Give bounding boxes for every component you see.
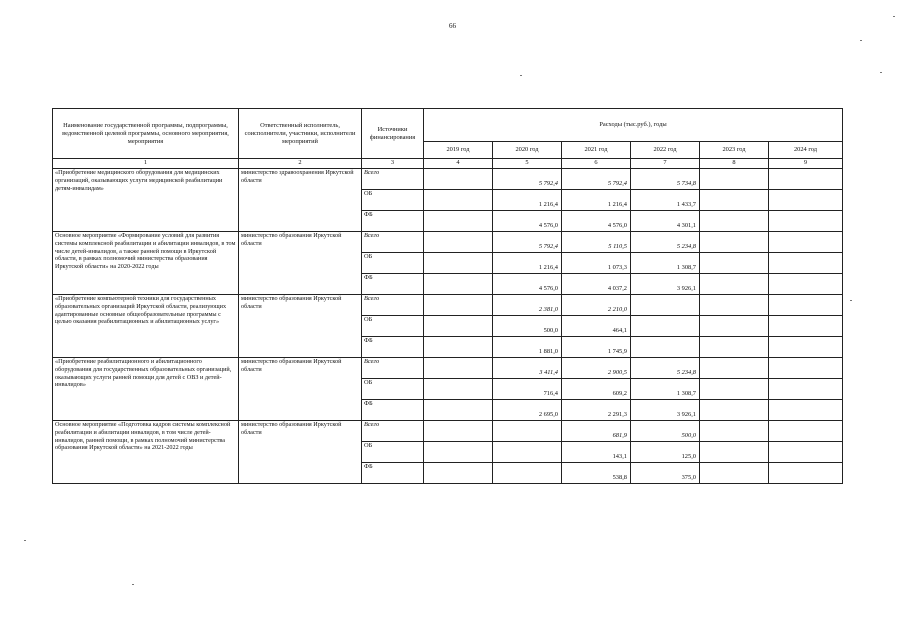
header-year: 2024 год (769, 142, 843, 159)
header-source: Источники финансирования (362, 109, 424, 159)
expense-value (769, 295, 843, 316)
table-row (53, 358, 843, 379)
expense-value (769, 400, 843, 421)
expense-value: 4 576,0 (562, 211, 631, 232)
table-row (53, 295, 843, 316)
header-year: 2019 год (424, 142, 493, 159)
expense-value (700, 400, 769, 421)
expense-value: 375,0 (631, 463, 700, 484)
expense-value (700, 316, 769, 337)
expense-value (424, 358, 493, 379)
expense-value (631, 295, 700, 316)
expense-value: 681,9 (562, 421, 631, 442)
funding-source: ОБ (362, 253, 424, 274)
expense-value (700, 379, 769, 400)
column-number: 8 (700, 159, 769, 169)
expense-value: 1 745,9 (562, 337, 631, 358)
expense-value (424, 379, 493, 400)
expense-value (424, 337, 493, 358)
expense-value (769, 232, 843, 253)
funding-source: Всего (362, 295, 424, 316)
table-body (53, 169, 843, 484)
expense-value (769, 253, 843, 274)
expense-value: 3 411,4 (493, 358, 562, 379)
event-name: Основное мероприятие «Подготовка кадров системы комплексной реабилитации и абилитации инвалидов, в том числе детей-инвалидов, ранней помощи, в рамках полномочий министерства образования Иркутской области» на 2021-2022 годы (53, 421, 239, 484)
expense-value (493, 463, 562, 484)
expense-value (769, 211, 843, 232)
page-number: 66 (449, 22, 456, 30)
column-number: 2 (239, 159, 362, 169)
funding-source: ОБ (362, 316, 424, 337)
header-year: 2021 год (562, 142, 631, 159)
expense-value: 2 695,0 (493, 400, 562, 421)
column-number: 6 (562, 159, 631, 169)
expense-value: 5 110,5 (562, 232, 631, 253)
expense-value (493, 442, 562, 463)
expense-value: 4 576,0 (493, 211, 562, 232)
expense-value: 716,4 (493, 379, 562, 400)
header-name: Наименование государственной программы, подпрограммы, ведомственной целевой программы, основного мероприятия, мероприятия (53, 109, 239, 159)
expense-value: 5 734,8 (631, 169, 700, 190)
expense-value: 1 216,4 (493, 253, 562, 274)
expense-value (769, 463, 843, 484)
expense-value (700, 190, 769, 211)
column-number: 5 (493, 159, 562, 169)
expense-value: 1 216,4 (562, 190, 631, 211)
expense-value (700, 169, 769, 190)
expense-value (769, 442, 843, 463)
scan-speck (893, 16, 895, 17)
expense-value (700, 337, 769, 358)
header-year: 2020 год (493, 142, 562, 159)
expense-value (424, 400, 493, 421)
expense-value: 125,0 (631, 442, 700, 463)
table-row (53, 421, 843, 442)
expense-value (700, 274, 769, 295)
expense-value (700, 253, 769, 274)
funding-source: ФБ (362, 463, 424, 484)
expense-value (700, 232, 769, 253)
expense-value: 4 301,1 (631, 211, 700, 232)
expense-value (769, 190, 843, 211)
expense-value (700, 211, 769, 232)
event-name: «Приобретение медицинского оборудования для медицинских организаций, оказывающих услуги медицинской реабилитации детям-инвалидам» (53, 169, 239, 232)
event-name: Основное мероприятие «Формирование условий для развития системы комплексной реабилитации и абилитации инвалидов, в том числе детей-инвалидов, а также ранней помощи в Иркутской области, в рамках полномочий министерства образования Иркутской области» на 2020-2022 годы (53, 232, 239, 295)
expense-value: 1 073,3 (562, 253, 631, 274)
executor: министерство образования Иркутской области (239, 421, 362, 484)
event-name: «Приобретение компьютерной техники для государственных образовательных организаций Иркутской области, реализующих адаптированные основные общеобразовательные программы с целью оказания реабилитационных и абилитационных услуг» (53, 295, 239, 358)
expense-value (769, 169, 843, 190)
expense-value: 5 234,8 (631, 232, 700, 253)
expense-value (424, 316, 493, 337)
expense-value (769, 337, 843, 358)
expense-value: 5 792,4 (562, 169, 631, 190)
expense-value: 2 291,3 (562, 400, 631, 421)
expense-value: 2 900,5 (562, 358, 631, 379)
scan-speck (860, 40, 862, 41)
expense-value (424, 421, 493, 442)
column-number: 7 (631, 159, 700, 169)
expense-value: 3 926,1 (631, 400, 700, 421)
header-year: 2022 год (631, 142, 700, 159)
expense-value: 1 308,7 (631, 253, 700, 274)
expense-value (700, 442, 769, 463)
header-year: 2023 год (700, 142, 769, 159)
expense-value: 2 381,0 (493, 295, 562, 316)
expense-value (700, 463, 769, 484)
scan-speck (850, 300, 852, 301)
expense-value (769, 379, 843, 400)
scan-speck (24, 540, 26, 541)
budget-table (52, 108, 843, 484)
expense-value: 1 881,0 (493, 337, 562, 358)
funding-source: Всего (362, 421, 424, 442)
expense-value (424, 211, 493, 232)
expense-value (424, 463, 493, 484)
expense-value (424, 274, 493, 295)
funding-source: ФБ (362, 211, 424, 232)
executor: министерство образования Иркутской области (239, 232, 362, 295)
expense-value (493, 421, 562, 442)
expense-value (769, 274, 843, 295)
expense-value (424, 190, 493, 211)
executor: министерство здравоохранения Иркутской области (239, 169, 362, 232)
expense-value: 500,0 (631, 421, 700, 442)
scan-speck (520, 75, 522, 76)
funding-source: Всего (362, 358, 424, 379)
expense-value (424, 169, 493, 190)
event-name: «Приобретение реабилитационного и абилитационного оборудования для государственных образовательных организаций, оказывающих услуги ранней помощи для детей с ОВЗ и детей-инвалидов» (53, 358, 239, 421)
funding-source: ФБ (362, 274, 424, 295)
funding-source: Всего (362, 169, 424, 190)
scan-speck (132, 584, 134, 585)
expense-value (424, 295, 493, 316)
expense-value (424, 442, 493, 463)
expense-value: 609,2 (562, 379, 631, 400)
scan-speck (880, 72, 882, 73)
expense-value (424, 253, 493, 274)
column-number: 4 (424, 159, 493, 169)
expense-value: 464,1 (562, 316, 631, 337)
expense-value (700, 358, 769, 379)
funding-source: ФБ (362, 337, 424, 358)
funding-source: ФБ (362, 400, 424, 421)
expense-value (631, 316, 700, 337)
expense-value: 500,0 (493, 316, 562, 337)
funding-source: ОБ (362, 190, 424, 211)
table-row (53, 232, 843, 253)
expense-value: 1 433,7 (631, 190, 700, 211)
funding-source: ОБ (362, 442, 424, 463)
column-number: 9 (769, 159, 843, 169)
expense-value: 3 926,1 (631, 274, 700, 295)
expense-value (769, 421, 843, 442)
executor: министерство образования Иркутской области (239, 295, 362, 358)
expense-value: 538,8 (562, 463, 631, 484)
expense-value: 4 037,2 (562, 274, 631, 295)
expense-value: 5 234,8 (631, 358, 700, 379)
expense-value: 2 210,0 (562, 295, 631, 316)
expense-value (769, 358, 843, 379)
expense-value (700, 421, 769, 442)
column-number: 1 (53, 159, 239, 169)
table-row (53, 169, 843, 190)
funding-source: Всего (362, 232, 424, 253)
funding-source: ОБ (362, 379, 424, 400)
expense-value: 1 216,4 (493, 190, 562, 211)
expense-value: 4 576,0 (493, 274, 562, 295)
expense-value: 5 792,4 (493, 169, 562, 190)
header-executor: Ответственный исполнитель, соисполнители, участники, исполнители мероприятий (239, 109, 362, 159)
expense-value: 1 308,7 (631, 379, 700, 400)
expense-value (631, 337, 700, 358)
expense-value (769, 316, 843, 337)
executor: министерство образования Иркутской области (239, 358, 362, 421)
column-number: 3 (362, 159, 424, 169)
expense-value (700, 295, 769, 316)
expense-value: 143,1 (562, 442, 631, 463)
header-expenses: Расходы (тыс.руб.), годы (424, 109, 843, 142)
expense-value: 5 792,4 (493, 232, 562, 253)
expense-value (424, 232, 493, 253)
